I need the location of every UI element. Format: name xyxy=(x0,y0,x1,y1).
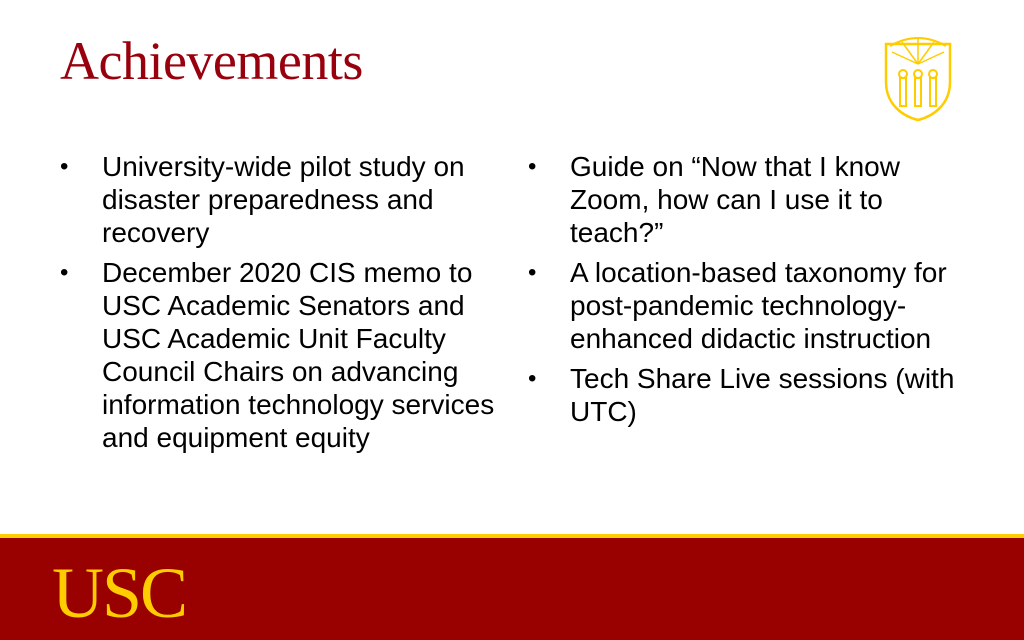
list-item xyxy=(528,362,968,428)
bullet-icon: • xyxy=(528,365,537,392)
footer-bar xyxy=(0,538,1024,640)
bullet-icon: • xyxy=(60,259,69,286)
left-bullet-list xyxy=(60,150,500,461)
bullet-text: Guide on “Now that I know Zoom, how can I use it to teach?” xyxy=(570,151,900,248)
slide-title: Achievements xyxy=(60,31,363,91)
bullet-icon: • xyxy=(60,153,69,180)
list-item xyxy=(60,256,500,454)
usc-logo: USC xyxy=(52,553,187,633)
usc-seal-icon xyxy=(882,34,954,122)
right-bullet-list xyxy=(528,150,968,435)
bullet-icon: • xyxy=(528,259,537,286)
bullet-text: Tech Share Live sessions (with UTC) xyxy=(570,363,955,427)
bullet-icon: • xyxy=(528,153,537,180)
bullet-text: University-wide pilot study on disaster preparedness and recovery xyxy=(102,151,465,248)
bullet-text: A location-based taxonomy for post-pandemic technology-enhanced didactic instruction xyxy=(570,257,947,354)
bullet-text: December 2020 CIS memo to USC Academic Senators and USC Academic Unit Faculty Council Chairs on advancing information technology services and equipment equity xyxy=(102,257,495,453)
list-item xyxy=(60,150,500,249)
list-item xyxy=(528,150,968,249)
list-item xyxy=(528,256,968,355)
